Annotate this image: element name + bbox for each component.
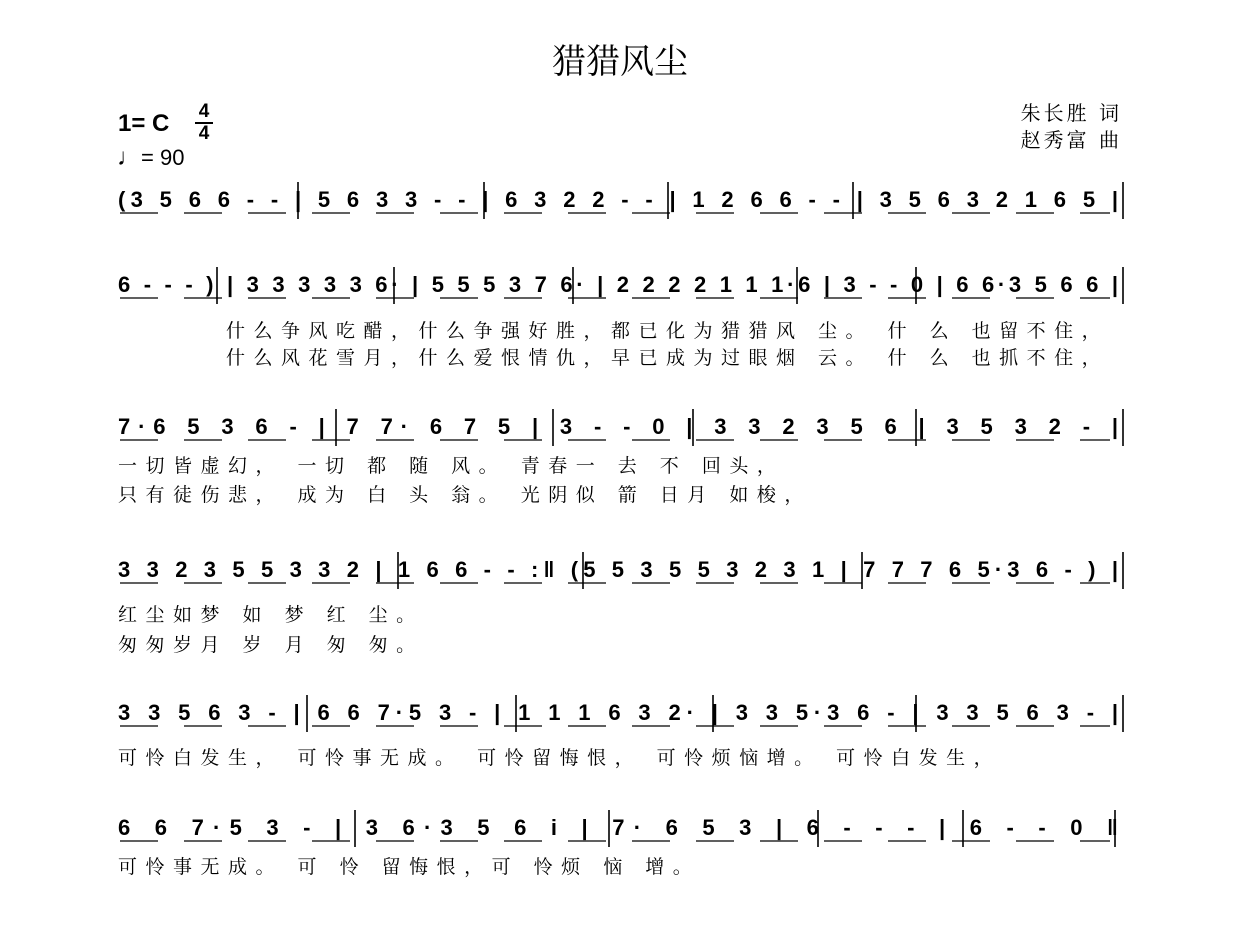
lyric-line: 什么争风吃醋，什么争强好胜，都已化为猎猎风 尘。 什 么 也留不住， bbox=[226, 320, 1110, 342]
time-signature-bottom: 4 bbox=[198, 123, 210, 144]
notation-line: 3 3 2 3 5 5 3 3 2 | 1 6 6 - - :‖ (5 5 3 5 5 3 2 3 1 | 7 7 7 6 5·3 6 - ) | bbox=[118, 557, 1118, 582]
time-signature-top: 4 bbox=[198, 101, 210, 122]
lyric-line: 红尘如梦 如 梦 红 尘。 bbox=[118, 604, 424, 626]
notation-line: (3 5 6 6 - - | 5 6 3 3 - - | 6 3 2 2 - - | 1 2 6 6 - - | 3 5 6 3 2 1 6 5 | bbox=[118, 187, 1119, 212]
notation-line: 3 3 5 6 3 - | 6 6 7·5 3 - | 1 1 1 6 3 2· | 3 3 5·3 6 - | 3 3 5 6 3 - | bbox=[118, 700, 1118, 725]
lyric-line: 匆匆岁月 岁 月 匆 匆。 bbox=[118, 634, 424, 656]
tempo-value: = 90 bbox=[141, 145, 185, 170]
lyricist-credit: 朱长胜 词 bbox=[1020, 101, 1122, 125]
notation-line: 7·6 5 3 6 - | 7 7· 6 7 5 | 3 - - 0 | 3 3 2 3 5 6 | 3 5 3 2 - | bbox=[118, 414, 1118, 439]
song-title: 猎猎风尘 bbox=[552, 42, 688, 82]
quarter-note-icon: ♩ bbox=[117, 144, 141, 171]
lyric-line: 可怜事无成。 可 怜 留悔恨，可 怜烦 恼 增。 bbox=[118, 856, 701, 878]
lyric-line: 一切皆虚幻， 一切 都 随 风。 青春一 去 不 回头， bbox=[118, 455, 785, 477]
key-signature: 1= C bbox=[118, 110, 170, 137]
lyric-line: 可怜白发生， 可怜事无成。 可怜留悔恨， 可怜烦恼增。 可怜白发生， bbox=[118, 747, 1002, 769]
composer-credit: 赵秀富 曲 bbox=[1020, 128, 1122, 152]
time-signature bbox=[195, 103, 213, 143]
lyric-line: 什么风花雪月，什么爱恨情仇，早已成为过眼烟 云。 什 么 也抓不住， bbox=[226, 347, 1110, 369]
notation-line: 6 - - - ) | 3 3 3 3 3 6· | 5 5 5 3 7 6· | 2 2 2 2 1 1 1·6 | 3 - - 0 | 6 6·3 5 6 6 | bbox=[118, 272, 1118, 297]
notation-line: 6 6 7·5 3 - | 3 6·3 5 6 i | 7· 6 5 3 | 6 - - - | 6 - - 0 ‖ bbox=[118, 815, 1119, 840]
lyric-line: 只有徒伤悲， 成为 白 头 翁。 光阴似 箭 日月 如梭， bbox=[118, 484, 812, 506]
tempo-marking bbox=[117, 144, 184, 172]
